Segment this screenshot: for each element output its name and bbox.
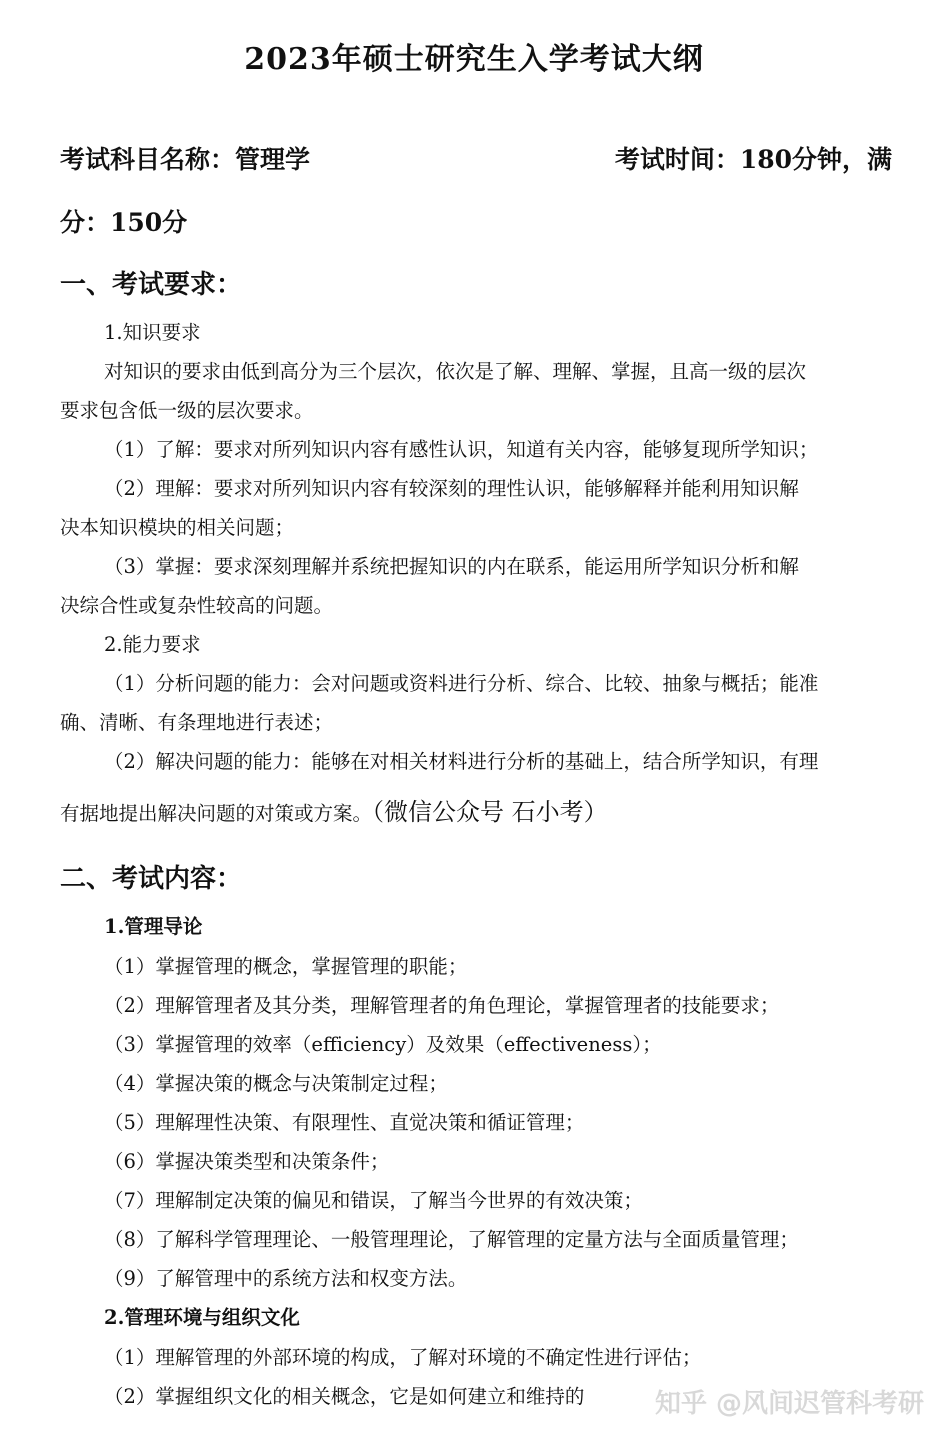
module1-item: （2）理解管理者及其分类，理解管理者的角色理论，掌握管理者的技能要求； bbox=[104, 994, 780, 1017]
knowledge-level-1: （1）了解：要求对所列知识内容有感性认识，知道有关内容，能够复现所学知识； bbox=[104, 438, 819, 461]
section1-heading: 一、考试要求： bbox=[60, 270, 243, 300]
exam-meta-line bbox=[60, 140, 892, 176]
wechat-note: （微信公众号 石小考） bbox=[372, 798, 608, 826]
document-title: 2023年硕士研究生入学考试大纲 bbox=[244, 42, 704, 77]
module1-item: （4）掌握决策的概念与决策制定过程； bbox=[104, 1072, 448, 1095]
knowledge-title: 1.知识要求 bbox=[104, 321, 201, 344]
module1-item: （5）理解理性决策、有限理性、直觉决策和循证管理； bbox=[104, 1111, 585, 1134]
module1-title: 1.管理导论 bbox=[104, 915, 203, 938]
module1-item: （1）掌握管理的概念，掌握管理的职能； bbox=[104, 955, 468, 978]
module1-item: （3）掌握管理的效率（efficiency）及效果（effectiveness）； bbox=[104, 1033, 662, 1056]
knowledge-intro-1: 对知识的要求由低到高分为三个层次，依次是了解、理解、掌握，且高一级的层次 bbox=[104, 360, 807, 383]
zhihu-watermark: 知乎 @风间迟管科考研 bbox=[654, 1389, 924, 1419]
exam-subject: 考试科目名称：管理学 bbox=[60, 145, 311, 174]
ability-title: 2.能力要求 bbox=[104, 633, 201, 656]
ability-2b: 有据地提出解决问题的对策或方案。 bbox=[60, 802, 373, 825]
exam-time: 考试时间：180分钟，满 bbox=[614, 145, 892, 174]
knowledge-level-2b: 决本知识模块的相关问题； bbox=[60, 516, 295, 539]
module2-item: （1）理解管理的外部环境的构成，了解对环境的不确定性进行评估； bbox=[104, 1346, 702, 1369]
knowledge-intro-2: 要求包含低一级的层次要求。 bbox=[60, 399, 314, 422]
ability-1b: 确、清晰、有条理地进行表述； bbox=[60, 711, 334, 734]
exam-score: 分：150分 bbox=[60, 208, 188, 237]
module2-title: 2.管理环境与组织文化 bbox=[104, 1306, 300, 1329]
module1-item: （8）了解科学管理理论、一般管理理论，了解管理的定量方法与全面质量管理； bbox=[104, 1228, 799, 1251]
knowledge-level-3a: （3）掌握：要求深刻理解并系统把握知识的内在联系，能运用所学知识分析和解 bbox=[104, 555, 799, 578]
module2-item: （2）掌握组织文化的相关概念，它是如何建立和维持的 bbox=[104, 1385, 585, 1408]
module1-item: （7）理解制定决策的偏见和错误，了解当今世界的有效决策； bbox=[104, 1189, 643, 1212]
knowledge-level-2a: （2）理解：要求对所列知识内容有较深刻的理性认识，能够解释并能利用知识解 bbox=[104, 477, 799, 500]
section2-heading: 二、考试内容： bbox=[60, 864, 243, 894]
module1-item: （6）掌握决策类型和决策条件； bbox=[104, 1150, 390, 1173]
ability-2b-line bbox=[60, 797, 894, 829]
module1-item: （9）了解管理中的系统方法和权变方法。 bbox=[104, 1267, 468, 1290]
ability-2a: （2）解决问题的能力：能够在对相关材料进行分析的基础上，结合所学知识，有理 bbox=[104, 750, 819, 773]
knowledge-level-3b: 决综合性或复杂性较高的问题。 bbox=[60, 594, 334, 617]
ability-1a: （1）分析问题的能力：会对问题或资料进行分析、综合、比较、抽象与概括；能准 bbox=[104, 672, 819, 695]
